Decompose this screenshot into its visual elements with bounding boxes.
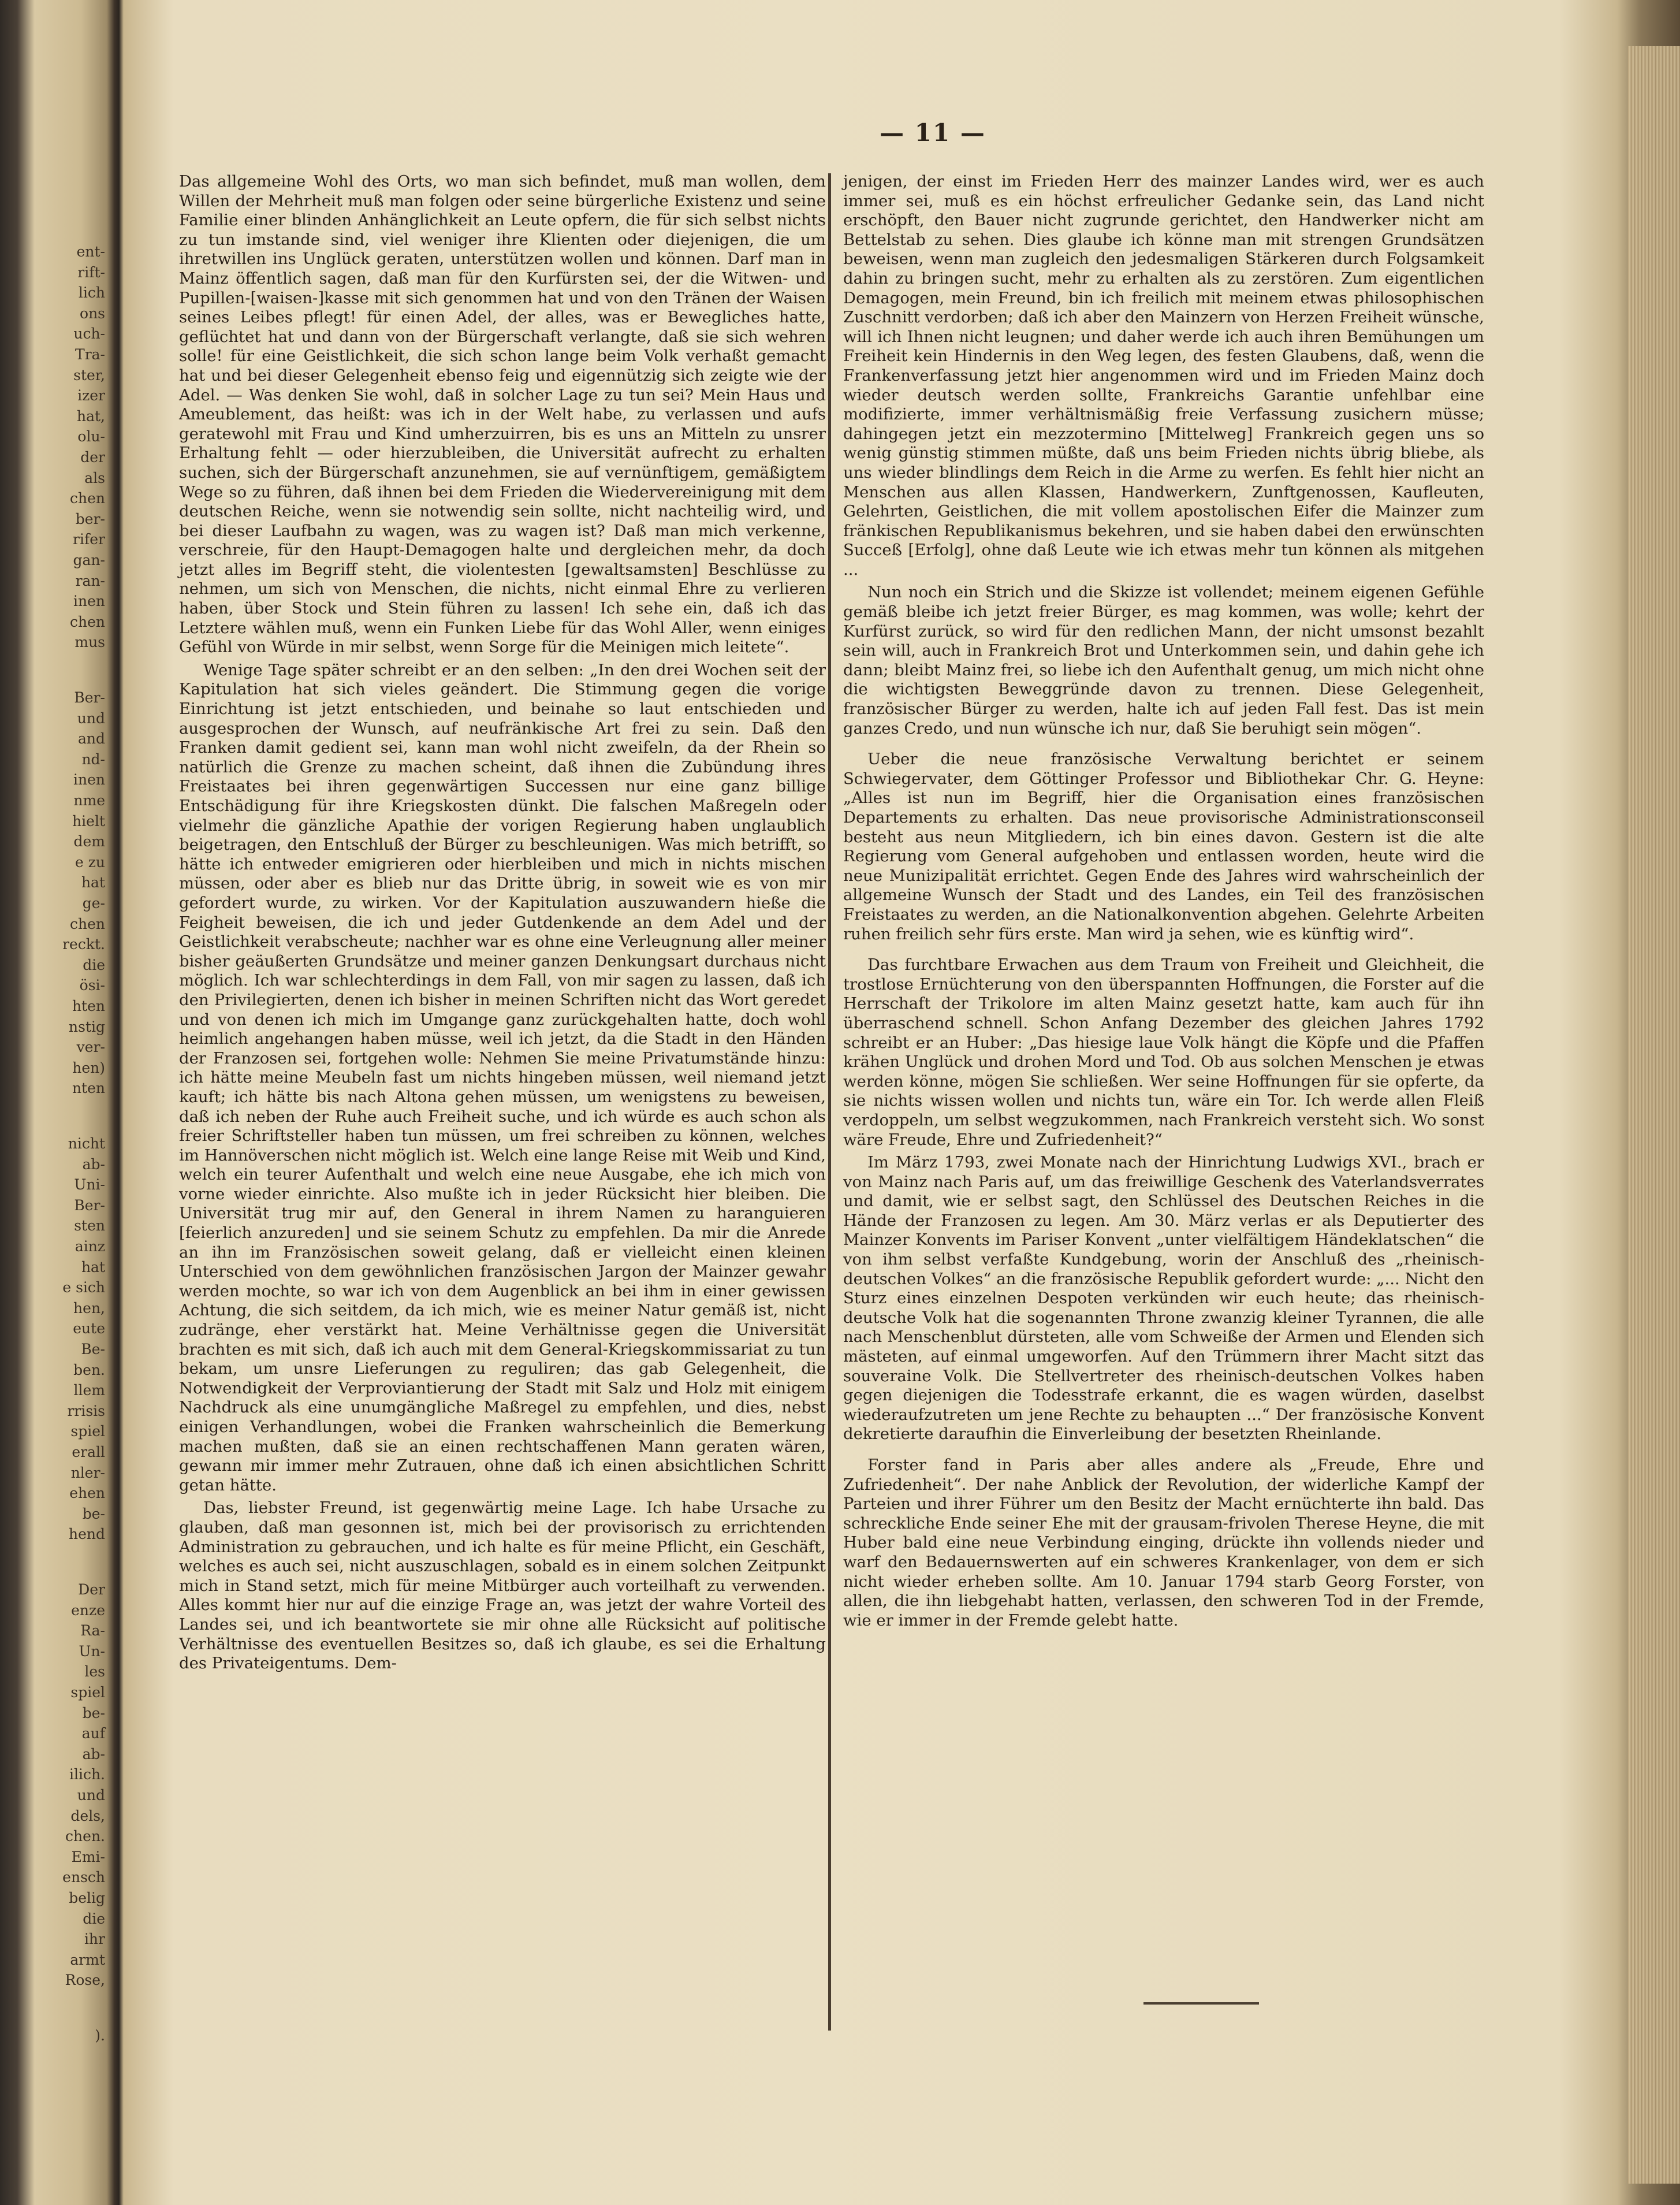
left-page-fragment: Ra- bbox=[80, 1622, 105, 1639]
left-page-fragment: und bbox=[77, 1787, 105, 1804]
left-page-fragment: auf bbox=[81, 1725, 105, 1742]
left-page-fragment: rift- bbox=[77, 263, 105, 281]
left-page-fragment: der bbox=[80, 449, 105, 466]
left-page-fragment: hend bbox=[68, 1526, 105, 1543]
left-page-fragment: inen bbox=[73, 593, 105, 610]
paragraph: Das, liebster Freund, ist gegenwärtig meine Lage. Ich habe Ursache zu glauben, daß man gesonnen ist, mich bei der provisorisch zu errichtenden Administration zu gebrauchen, und ich halte es für meine Pflicht, ein Geschäft, welches es auch sei, nicht auszuschlagen, sobald es in einem solchen Zeitpunkt mich in Stand setzt, mich für meine Mitbürger auch vorteilhaft zu verwenden. Alles kommt hier nur auf die einzige Frage an, was jetzt der wahre Vorteil des Landes sei, und ich beantwortete sie mir ohne alle Rücksicht auf politische Verhältnisse des eventuellen Besitzes so, daß ich glaube, es sei die Erhaltung des Privateigentums. Dem- bbox=[179, 1498, 826, 1673]
left-page-fragment: dem bbox=[73, 833, 105, 850]
left-page-fragment: les bbox=[84, 1663, 105, 1680]
left-page-fragment: hat bbox=[81, 1258, 105, 1276]
left-page-fragment: hten bbox=[72, 998, 105, 1014]
text-column-left bbox=[179, 172, 826, 1674]
left-page-fragment: chen bbox=[70, 915, 105, 932]
left-page-fragment: ösi- bbox=[79, 977, 105, 994]
paragraph: Das furchtbare Erwachen aus dem Traum von Freiheit und Gleichheit, die trostlose Ernüchterung von den überspannten Hoffnungen, die Forster auf die Herrschaft der Trikolore im alten Mainz gesetzt hatte, kam auch für ihn überraschend schnell. Schon Anfang Dezember des gleichen Jahres 1792 schreibt er an Huber: „Das hiesige laue Volk hängt die Köpfe und die Pfaffen krähen Unglück und drohen Mord und Tod. Ob aus solchen Menschen je etwas werden könne, mögen Sie schließen. Wer seine Hoffnungen für sie opferte, da sie nichts wissen wollen und nichts tun, wäre ein Tor. Ich werde allen Fleiß verdoppeln, um selbst wegzukommen, nach Frankreich versteht sich. Wo sonst wäre Freude, Ehre und Zufriedenheit?“ bbox=[843, 955, 1484, 1149]
left-page-fragment: Rose, bbox=[65, 1972, 105, 1989]
text-column-right bbox=[843, 172, 1484, 1630]
left-page-fragment: ). bbox=[95, 2027, 105, 2044]
left-page-fragment: ab- bbox=[82, 1155, 105, 1173]
left-page-fragment: chen bbox=[70, 613, 105, 630]
left-page-fragment: gan- bbox=[73, 552, 105, 568]
left-page-fragment: hen, bbox=[73, 1299, 105, 1317]
left-page-fragment: ehen bbox=[69, 1485, 105, 1502]
right-page bbox=[121, 0, 1617, 2205]
left-page-fragment: Be- bbox=[81, 1341, 105, 1358]
left-page-fragment: Ber- bbox=[74, 1196, 105, 1214]
left-page-fragment: Tra- bbox=[75, 346, 105, 363]
left-page-fragment: hat, bbox=[77, 407, 105, 425]
left-page-fragment: ben. bbox=[73, 1361, 105, 1378]
left-page-fragment: mus bbox=[74, 634, 105, 651]
left-page-fragment: ihr bbox=[84, 1931, 105, 1948]
left-page-fragment: hat bbox=[81, 874, 105, 891]
left-page-fragment: dels, bbox=[70, 1807, 105, 1824]
left-page-fragment: rifer bbox=[73, 531, 105, 548]
left-page-fragment: die bbox=[83, 1910, 105, 1927]
left-page-fragment: chen bbox=[70, 490, 105, 507]
left-page-fragment: olu- bbox=[77, 428, 105, 445]
left-page-fragment: izer bbox=[77, 387, 105, 404]
column-divider bbox=[828, 173, 831, 2031]
left-page-fragment: belig bbox=[69, 1890, 105, 1906]
left-page-fragment: nd- bbox=[81, 750, 105, 768]
left-page-fragment: ver- bbox=[76, 1039, 105, 1056]
paragraph: Im März 1793, zwei Monate nach der Hinrichtung Ludwigs XVI., brach er von Mainz nach Paris auf, um das freiwillige Geschenk des Vaterlandsverrates und damit, wie er selbst sagt, den Schlüssel des Deutschen Reiches in die Hände der Franzosen zu legen. Am 30. März verlas er als Deputierter des Mainzer Konvents im Pariser Konvent „unter vielfältigem Händeklatschen“ die von ihm selbst verfaßte Kundgebung, worin der Anschluß des „rheinisch-deutschen Volkes“ an die französische Republik gefordert wurde: „... Nicht den Sturz eines einzelnen Despoten verkünden wir euch heute; das rheinisch-deutsche Volk hat die sogenannten Throne zwanzig kleiner Tyrannen, die alle nach Menschenblut dürsteten, alle vom Schweiße der Armen und Elenden sich mästeten, auf einmal umgeworfen. Auf den Trümmern ihrer Macht sitzt das souveraine Volk. Die Stellvertreter des rheinisch-deutschen Volkes haben gegen diejenigen die Todesstrafe erkannt, die es wagen würden, daselbst wiederaufzutreten um jene Rechte zu behaupten ...“ Der französische Konvent dekretierte daraufhin die Einverleibung der besetzten Rheinlande. bbox=[843, 1153, 1484, 1444]
left-page-fragment: hielt bbox=[72, 812, 105, 830]
left-page-fragment: sten bbox=[74, 1217, 105, 1234]
left-page-fragment: ster, bbox=[73, 366, 105, 384]
left-page-fragment: chen. bbox=[65, 1828, 105, 1845]
left-page-fragment: die bbox=[83, 956, 105, 973]
left-page-fragment: eute bbox=[73, 1320, 105, 1337]
left-page-fragment: nicht bbox=[68, 1135, 105, 1152]
left-page-fragment: als bbox=[84, 469, 105, 486]
left-page-fragment: e sich bbox=[62, 1279, 105, 1296]
left-page-fragment: nten bbox=[72, 1080, 105, 1097]
left-page-fragment: Der bbox=[78, 1581, 105, 1598]
left-page-fragment: ons bbox=[80, 304, 105, 322]
left-page-edge bbox=[0, 0, 110, 2205]
left-page-fragment: erall bbox=[72, 1444, 105, 1460]
left-page-fragment: ran- bbox=[75, 572, 105, 589]
left-page-fragment: spiel bbox=[70, 1423, 105, 1440]
book-page-edges bbox=[1628, 46, 1680, 2184]
left-page-fragment: nme bbox=[73, 792, 105, 809]
left-page-fragment: ent- bbox=[76, 243, 105, 260]
left-page-fragment: inen bbox=[73, 771, 105, 789]
left-page-fragment: e zu bbox=[74, 853, 105, 871]
left-page-fragment: ainz bbox=[74, 1238, 105, 1255]
left-page-fragment: nler- bbox=[70, 1464, 105, 1481]
page-number: — 11 — bbox=[880, 118, 986, 147]
left-page-fragment: und bbox=[77, 709, 105, 727]
left-page-fragment: Un- bbox=[79, 1642, 105, 1660]
end-rule bbox=[1143, 2002, 1259, 2005]
left-page-fragment: ge- bbox=[82, 895, 105, 912]
paragraph: Das allgemeine Wohl des Orts, wo man sich befindet, muß man wollen, dem Willen der Mehrheit muß man folgen oder seine bürgerliche Existenz und seine Familie einer blinden Anhänglichkeit an Leute opfern, die für sich selbst nichts zu tun imstande sind, viel weniger ihre Klienten oder diejenigen, die um ihretwillen ins Unglück geraten, unterstützen wollen und können. Darf man in Mainz öffentlich sagen, daß man für den Kurfürsten sei, der die Witwen- und Pupillen-[waisen-]kasse mit sich genommen hat und von den Tränen der Waisen seines Leibes pflegt! für einen Adel, der alles, was er Bewegliches hatte, geflüchtet hat und dann von der Bürgerschaft verlangte, daß sie sich wehren solle! für eine Geistlichkeit, die sich schon lange beim Volk verhaßt gemacht hat und bei dieser Gelegenheit ebenso feig und eigennützig sich zeigte wie der Adel. — Was denken Sie wohl, daß in solcher Lage zu tun sei? Mein Haus und Ameublement, das heißt: was ich in der Welt habe, zu verlassen und aufs geratewohl mit Frau und Kind umherzuirren, bis es uns an Mitteln zu unsrer Erhaltung fehlt — oder hierzubleiben, die Universität aufrecht zu erhalten suchen, sich der Bürgerschaft anzunehmen, sie auf vernünftigem, gemäßigtem Wege so zu führen, daß ihnen bei dem Frieden die Wiedervereinigung mit dem deutschen Reiche, wenn sie notwendig sein sollte, nicht nachteilig wird, und bei dieser Laufbahn zu wagen, was zu wagen ist? Daß man mich verkenne, verschreie, für den Haupt-Demagogen halte und dergleichen mehr, da doch jetzt alles im Begriff steht, die violentesten [gewaltsamsten] Beschlüsse zu nehmen, um sich von Menschen, die nichts, nicht einmal Ehre zu verlieren haben, über Stock und Stein führen zu lassen! Ich sehe ein, daß ich das Letztere wählen muß, wenn ein Funken Liebe für das Wohl Aller, wenn einiges Gefühl von Würde in mir selbst, wenn Sorge für die Meinigen mich leitete“. bbox=[179, 172, 826, 657]
left-page-fragment: Uni- bbox=[74, 1176, 105, 1193]
left-page-fragment: enze bbox=[71, 1601, 105, 1619]
left-page-fragment: nstig bbox=[69, 1018, 105, 1035]
left-page-fragment: hen) bbox=[72, 1059, 105, 1076]
left-page-fragment: ensch bbox=[62, 1869, 105, 1886]
left-page-fragment: ilich. bbox=[69, 1766, 105, 1783]
left-page-fragment: lich bbox=[78, 284, 105, 302]
left-page-fragment: llem bbox=[73, 1382, 105, 1399]
left-page-fragment: ab- bbox=[82, 1745, 105, 1762]
left-page-fragment: and bbox=[77, 730, 105, 748]
left-page-fragment: ber- bbox=[75, 510, 105, 527]
left-page-fragment: be- bbox=[82, 1505, 105, 1522]
left-page-fragment: rrisis bbox=[67, 1402, 105, 1419]
paragraph: Wenige Tage später schreibt er an den selben: „In den drei Wochen seit der Kapitulation hat sich vieles geändert. Die Stimmung gegen die vorige Einrichtung ist jetzt entschieden, und beinahe so laut entschieden und ausgesprochen der Wunsch, auf neufränkische Art frei zu sein. Daß den Franken damit gedient sei, kann man wohl nicht zweifeln, da der Rhein so natürlich die Grenze zu machen scheint, daß ihnen die Zubündung ihres Freistaates bei ihren gegenwärtigen Successen nur eine ganz billige Entschädigung für ihre Kriegskosten dünkt. Die falschen Maßregeln oder vielmehr die gänzliche Apathie der vorigen Regierung haben unglaublich beigetragen, den Entschluß der Bürger zu beschleunigen. Was mich betrifft, so hätte ich entweder emigrieren oder hierbleiben und mich in nichts mischen müssen, oder aber es blieb nur das Dritte übrig, in soweit wie es von mir gefordert wurde, zu wirken. Vor der Kapitulation auszuwandern hieße die Feigheit beweisen, die ich und jeder Gutdenkende an dem Adel und der Geistlichkeit verabscheute; nachher war es ohne eine Verleugnung aller meiner bisher geäußerten Grundsätze und meiner ganzen Denkungsart durchaus nicht möglich. Ich war schlechterdings in dem Fall, von mir sagen zu lassen, daß ich den Privilegierten, denen ich bisher in meinen Schriften nicht das Wort geredet und von denen ich mich im Umgange ganz zurückgehalten hatte, doch wohl heimlich angehangen haben müsse, weil ich jetzt, da die Stadt in den Händen der Franzosen sei, fortgehen wolle: Nehmen Sie meine Privatumstände hinzu: ich hätte meine Meubeln fast um nichts hingeben müssen, weil niemand jetzt kauft; ich hätte bis nach Altona gehen müssen, um wenigstens zu beweisen, daß ich neben der Ruhe auch Freiheit suche, und ich würde es auch schon als freier Schriftsteller haben tun müssen, um frei schreiben zu können, welches im Hannöverschen nicht möglich ist. Welch eine lange Reise mit Weib und Kind, welch ein teurer Aufenthalt und welch eine neue Ausgabe, ehe ich mich von vorne wieder einrichte. Also mußte ich in jeder Rücksicht hier bleiben. Die Universität trug mir auf, den General in ihrem Namen zu haranguieren [feierlich anzureden] und sie seinem Schutz zu empfehlen. Da mir die Anrede an ihn im Französischen soweit gelang, daß er vielleicht einen kleinen Unterschied von dem gewöhnlichen französischen Jargon der Mainzer gewahr werden mochte, so war ich von dem Augenblick an bei ihm in einer gewissen Achtung, die sich seitdem, da ich mich, wie es meiner Natur gemäß ist, nicht zudränge, eher verstärkt hat. Meine Verhältnisse gegen die Universität brachten es mit sich, daß ich auch mit dem General-Kriegskommissariat zu tun bekam, um unsre Lieferungen zu reguliren; das gab Gelegenheit, die Notwendigkeit der Verproviantierung der Stadt mit Salz und Holz mit einigem Nachdruck als eine unumgängliche Maßregel zu empfehlen, und dies, nebst einigen Verhandlungen, wobei die Franken wahrscheinlich die Bemerkung machen mußten, daß sie an einen rechtschaffenen Mann geraten wären, gewann mir immer mehr Zutrauen, ohne daß ich einen absichtlichen Schritt getan hätte. bbox=[179, 660, 826, 1494]
left-page-fragment: reckt. bbox=[62, 936, 105, 953]
paragraph: Forster fand in Paris aber alles andere als „Freude, Ehre und Zufriedenheit“. Der nahe Anblick der Revolution, der widerliche Kampf der Parteien und ihrer Führer um den Besitz der Macht ernüchterte ihn bald. Das schreckliche Ende seiner Ehe mit der grausam-frivolen Therese Heyne, die mit Huber bald eine neue Verbindung einging, drückte ihn vollends nieder und warf den Bedauernswerten auf ein schweres Krankenlager, von dem er sich nicht wieder erheben sollte. Am 10. Januar 1794 starb Georg Forster, von allen, die ihn liebgehabt hatten, verlassen, den schweren Tod in der Fremde, wie er immer in der Fremde gelebt hatte. bbox=[843, 1456, 1484, 1630]
paragraph: Ueber die neue französische Verwaltung berichtet er seinem Schwiegervater, dem Göttinger Professor und Bibliothekar Chr. G. Heyne: „Alles ist nun im Begriff, hier die Organisation eines französischen Departements zu erhalten. Das neue provisorische Administrationsconseil besteht aus neun Mitgliedern, ich bin eines davon. Gestern ist die alte Regierung vom General aufgehoben und entlassen worden, heute wird die neue Munizipalität errichtet. Gegen Ende des Jahres wird wahrscheinlich der allgemeine Wunsch der Stadt und des Landes, ein Teil des französischen Freistaates zu werden, an die Nationalkonvention abgehen. Gelehrte Arbeiten ruhen freilich sehr fürs erste. Man wird ja sehen, wie es künftig wird“. bbox=[843, 750, 1484, 943]
paragraph: jenigen, der einst im Frieden Herr des mainzer Landes wird, wer es auch immer sei, muß es ein höchst erfreulicher Gedanke sein, das Land nicht erschöpft, den Bauer nicht zugrunde gerichtet, den Handwerker nicht am Bettelstab zu sehen. Dies glaube ich könne man mit strengen Grundsätzen beweisen, wenn man zugleich den jedesmaligen Stärkeren durch Folgsamkeit dahin zu bringen sucht, mehr zu erhalten als zu zerstören. Zum eigentlichen Demagogen, mein Freund, bin ich freilich mit meinem etwas philosophischen Zuschnitt verdorben; daß ich aber den Mainzern von Herzen Freiheit wünsche, will ich Ihnen nicht leugnen; und daher werde ich auch ihren Bemühungen um Freiheit kein Hindernis in den Weg legen, des festen Glaubens, daß, wenn die Frankenverfassung jetzt hier angenommen wird und im Frieden Mainz doch wieder deutsch werden sollte, Frankreichs Garantie unfehlbar eine modifizierte, immer verhältnismäßig freie Verfassung zusichern müsse; dahingegen jetzt ein mezzotermino [Mittelweg] Frankreich gegen uns so wenig günstig stimmen müßte, daß uns beim Frieden nichts übrig bliebe, als uns wieder blindlings dem Reich in die Arme zu werfen. Es fehlt hier nicht an Menschen aus allen Klassen, Handwerkern, Zunftgenossen, Kaufleuten, Gelehrten, Geistlichen, die mit vollem apostolischen Eifer die Mainzer zum fränkischen Republikanismus bekehren, und sie haben dabei den erwünschten Succeß [Erfolg], ohne daß Leute wie ich etwas mehr tun können als mitgehen ... bbox=[843, 172, 1484, 579]
left-page-fragment: armt bbox=[70, 1951, 105, 1968]
left-page-fragment: uch- bbox=[73, 325, 105, 343]
left-page-fragment: Ber- bbox=[74, 689, 105, 706]
left-page-fragment: Emi- bbox=[71, 1848, 105, 1865]
left-page-fragment: spiel bbox=[70, 1684, 105, 1701]
paragraph: Nun noch ein Strich und die Skizze ist vollendet; meinem eigenen Gefühle gemäß bleibe ich jetzt freier Bürger, es mag kommen, was wolle; kehrt der Kurfürst zurück, so wird für den redlichen Mann, der nicht umsonst bezahlt sein will, auch in Frankreich Brot und Unterkommen sein, und dahin gehe ich dann; bleibt Mainz frei, so liebe ich den Aufenthalt genug, um mich nicht ohne die wichtigsten Beweggründe davon zu trennen. Diese Gelegenheit, französischer Bürger zu werden, halte ich auf jeden Fall fest. Das ist mein ganzes Credo, und nun wünsche ich nur, daß Sie beruhigt sein mögen“. bbox=[843, 583, 1484, 738]
left-page-fragment: be- bbox=[82, 1704, 105, 1721]
